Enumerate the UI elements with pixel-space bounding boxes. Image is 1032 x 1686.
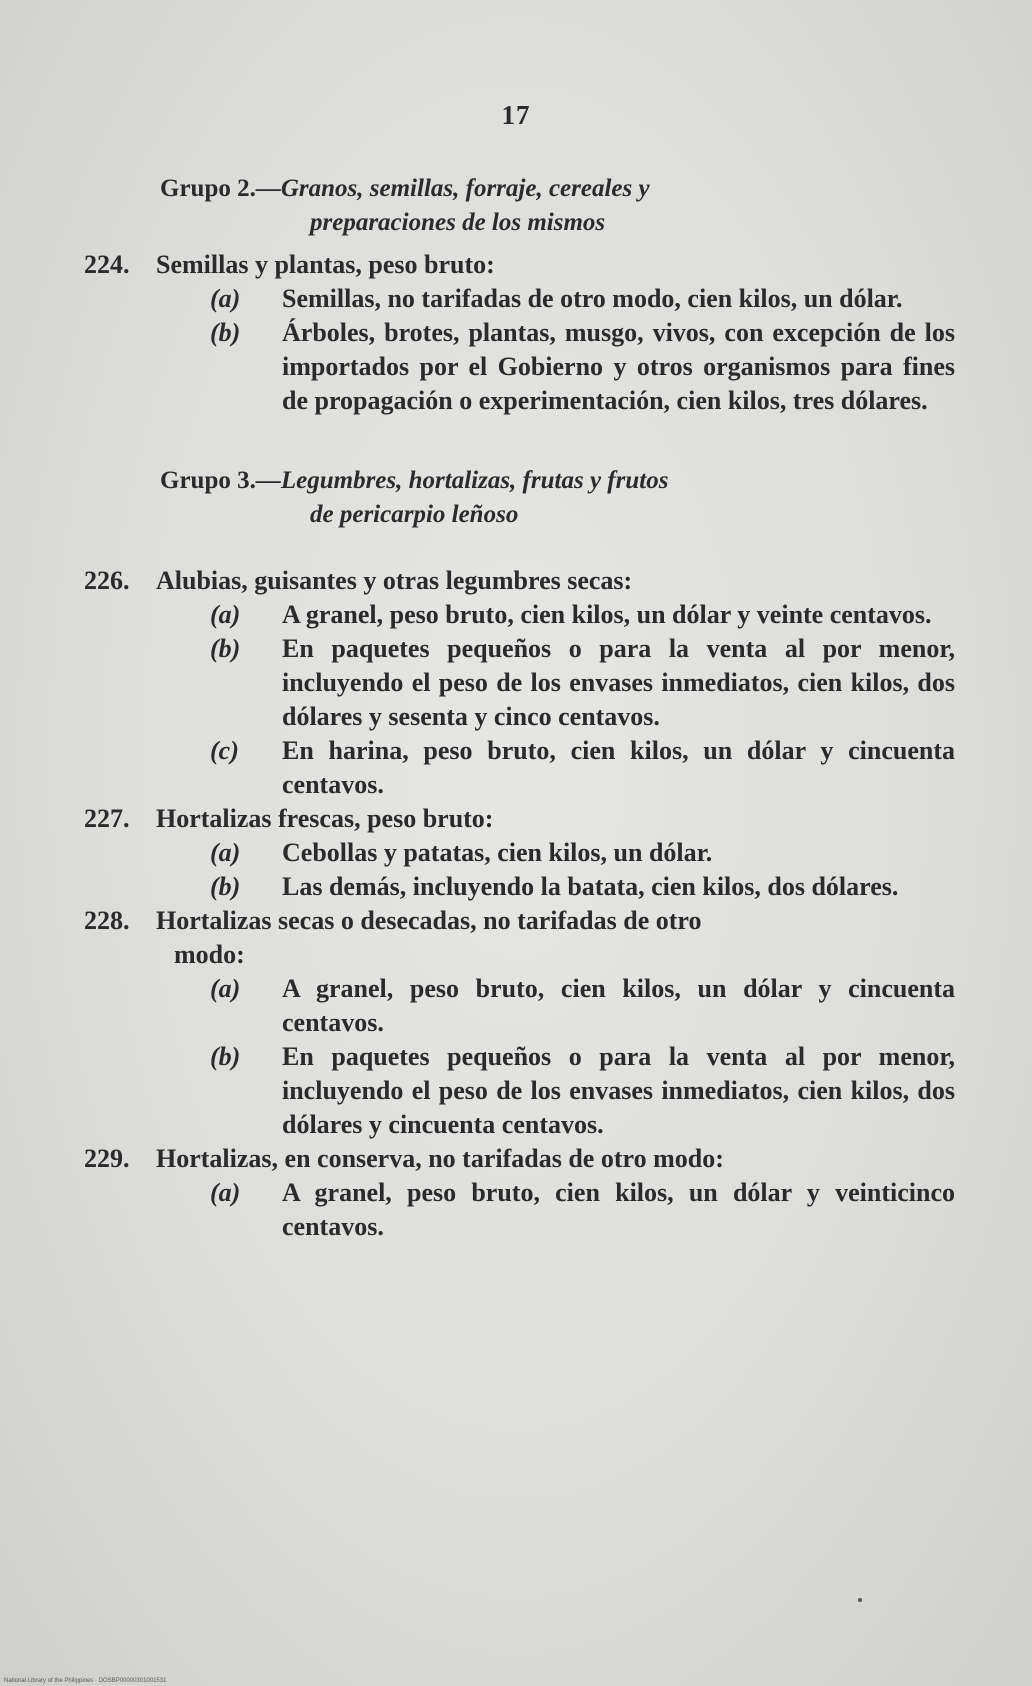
item-text: A granel, peso bruto, cien kilos, un dólar y veinticinco centavos. <box>282 1178 955 1241</box>
entry-226-text: Alubias, guisantes y otras legumbres secas: <box>156 566 633 595</box>
entry-228-item-a <box>210 972 955 1040</box>
entry-224 <box>0 248 1032 418</box>
item-label: (b) <box>210 1042 241 1071</box>
item-text: En paquetes pequeños o para la venta al por menor, incluyendo el peso de los envases inmediatos, cien kilos, dos dólares y sesenta y cinco centavos. <box>282 634 955 731</box>
group-2-title-line1: —Granos, semillas, forraje, cereales y <box>255 175 650 202</box>
group-2-title-line2: preparaciones de los mismos <box>310 209 606 236</box>
entry-224-text: Semillas y plantas, peso bruto: <box>156 250 495 279</box>
entry-227 <box>0 802 1032 904</box>
entry-227-item-a <box>210 836 955 870</box>
entry-228-text-continued: modo: <box>174 940 245 969</box>
item-text: Las demás, incluyendo la batata, cien kilos, dos dólares. <box>282 872 899 901</box>
item-text: Árboles, brotes, plantas, musgo, vivos, con excepción de los importados por el Gobierno y otros organismos para fines de propagación o experimentación, cien kilos, tres dólares. <box>282 318 955 415</box>
item-label: (b) <box>210 872 241 901</box>
item-label: (a) <box>210 600 241 629</box>
item-label: (c) <box>210 736 239 765</box>
scan-footer: National Library of the Philippines · DOSBP00000301001531 <box>4 1678 167 1684</box>
entry-226 <box>0 564 1032 802</box>
entry-227-item-b <box>210 870 955 904</box>
entry-228-number: 228. <box>84 906 130 935</box>
entry-229-text: Hortalizas, en conserva, no tarifadas de otro modo: <box>156 1144 724 1173</box>
entry-224-item-b <box>210 316 955 418</box>
group-2-label: Grupo 2. <box>160 175 256 202</box>
item-label: (a) <box>210 1178 241 1207</box>
item-text: Cebollas y patatas, cien kilos, un dólar. <box>282 838 713 867</box>
entry-224-item-a <box>210 282 955 316</box>
item-text: A granel, peso bruto, cien kilos, un dólar y cincuenta centavos. <box>282 974 955 1037</box>
entry-229-item-a <box>210 1176 955 1244</box>
document-body <box>0 160 1032 1244</box>
item-label: (b) <box>210 634 241 663</box>
group-3-title-line1: —Legumbres, hortalizas, frutas y frutos <box>255 467 669 494</box>
entry-226-item-c <box>210 734 955 802</box>
item-label: (a) <box>210 284 241 313</box>
group-2-heading <box>160 172 880 240</box>
page-number: 17 <box>501 100 531 130</box>
entry-226-item-b <box>210 632 955 734</box>
entry-224-number: 224. <box>84 250 130 279</box>
item-label: (a) <box>210 838 241 867</box>
item-label: (b) <box>210 318 241 347</box>
entry-227-number: 227. <box>84 804 130 833</box>
entry-226-item-a <box>210 598 955 632</box>
entry-226-number: 226. <box>84 566 130 595</box>
entry-229 <box>0 1142 1032 1244</box>
entry-228-item-b <box>210 1040 955 1142</box>
group-3-heading <box>160 464 880 532</box>
entry-228 <box>0 904 1032 1142</box>
entry-227-text: Hortalizas frescas, peso bruto: <box>156 804 494 833</box>
item-text: En paquetes pequeños o para la venta al por menor, incluyendo el peso de los envases inmediatos, cien kilos, dos dólares y cincuenta centavos. <box>282 1042 955 1139</box>
speck-mark <box>858 1598 862 1602</box>
group-3-title-line2: de pericarpio leñoso <box>310 501 519 528</box>
entry-229-number: 229. <box>84 1144 130 1173</box>
group-3-label: Grupo 3. <box>160 467 256 494</box>
entry-228-text: Hortalizas secas o desecadas, no tarifadas de otro <box>156 906 702 935</box>
item-text: Semillas, no tarifadas de otro modo, cien kilos, un dólar. <box>282 284 903 313</box>
item-text: A granel, peso bruto, cien kilos, un dólar y veinte centavos. <box>282 600 932 629</box>
item-label: (a) <box>210 974 241 1003</box>
item-text: En harina, peso bruto, cien kilos, un dólar y cincuenta centavos. <box>282 736 955 799</box>
